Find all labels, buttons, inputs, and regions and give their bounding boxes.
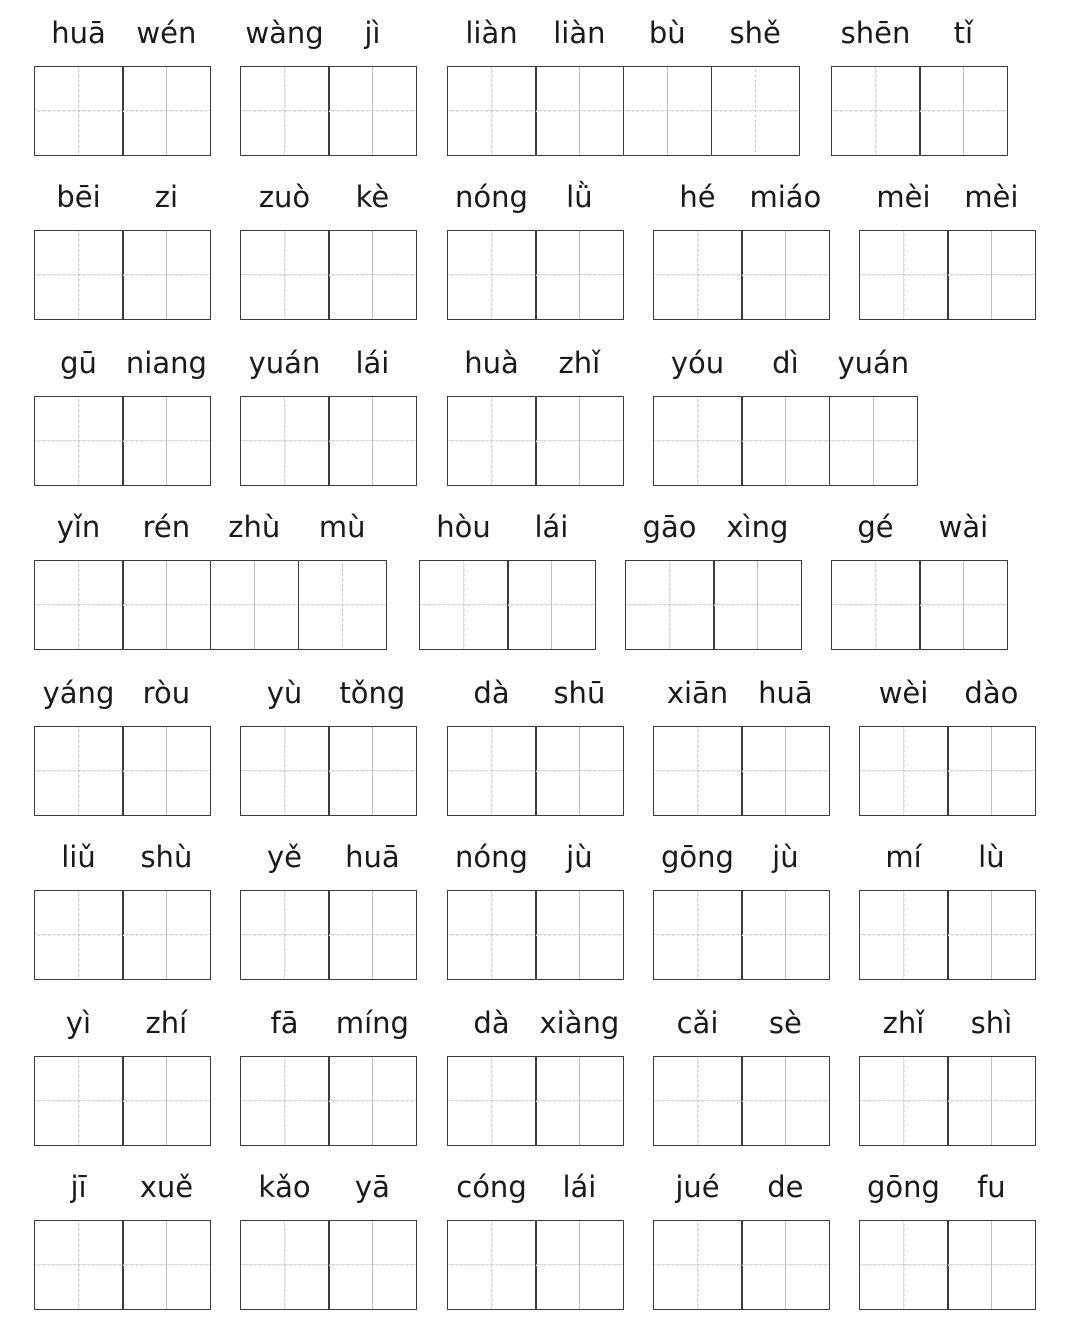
tianzige-writing-cell[interactable] [535, 726, 625, 816]
writing-cells [240, 230, 416, 319]
pinyin-syllable: zi [154, 180, 179, 214]
tianzige-writing-cell[interactable] [653, 726, 743, 816]
writing-cells [240, 1220, 416, 1309]
tianzige-writing-cell[interactable] [34, 890, 124, 980]
tianzige-writing-cell[interactable] [653, 890, 743, 980]
tianzige-writing-cell[interactable] [947, 230, 1037, 320]
tianzige-writing-cell[interactable] [34, 66, 124, 156]
pinyin-syllable: liǔ [61, 840, 96, 874]
pinyin-syllable: mèi [876, 180, 931, 214]
tianzige-writing-cell[interactable] [447, 396, 537, 486]
writing-cells [447, 230, 623, 319]
tianzige-writing-cell[interactable] [859, 890, 949, 980]
pinyin-syllable: fā [270, 1006, 299, 1040]
pinyin-syllable: niang [125, 346, 207, 380]
writing-cells [34, 890, 210, 979]
pinyin-syllable: yáng [42, 676, 115, 710]
tianzige-writing-cell[interactable] [298, 560, 388, 650]
tianzige-writing-cell[interactable] [34, 560, 124, 650]
tianzige-writing-cell[interactable] [447, 66, 537, 156]
pinyin-syllable: lái [562, 1170, 597, 1204]
writing-cells [859, 890, 1035, 979]
tianzige-writing-cell[interactable] [947, 1220, 1037, 1310]
tianzige-writing-cell[interactable] [328, 890, 418, 980]
writing-cells [447, 890, 623, 979]
tianzige-writing-cell[interactable] [419, 560, 509, 650]
tianzige-writing-cell[interactable] [328, 1056, 418, 1146]
pinyin-syllable: sè [768, 1006, 802, 1040]
tianzige-writing-cell[interactable] [741, 1220, 831, 1310]
pinyin-syllable: zhǐ [882, 1006, 925, 1040]
writing-cells [447, 1056, 623, 1145]
tianzige-writing-cell[interactable] [653, 230, 743, 320]
tianzige-writing-cell[interactable] [447, 726, 537, 816]
tianzige-writing-cell[interactable] [328, 66, 418, 156]
pinyin-syllable: bēi [56, 180, 101, 214]
tianzige-writing-cell[interactable] [653, 1220, 743, 1310]
pinyin-syllable: liàn [553, 16, 606, 50]
pinyin-syllable: mù [318, 510, 366, 544]
tianzige-writing-cell[interactable] [328, 230, 418, 320]
tianzige-writing-cell[interactable] [210, 560, 300, 650]
tianzige-writing-cell[interactable] [122, 1056, 212, 1146]
tianzige-writing-cell[interactable] [653, 1056, 743, 1146]
pinyin-syllable: shū [553, 676, 606, 710]
pinyin-syllable: rén [142, 510, 191, 544]
tianzige-writing-cell[interactable] [122, 890, 212, 980]
writing-cells [447, 396, 623, 485]
pinyin-syllable: xiān [666, 676, 729, 710]
tianzige-writing-cell[interactable] [122, 396, 212, 486]
tianzige-writing-cell[interactable] [122, 230, 212, 320]
tianzige-writing-cell[interactable] [741, 890, 831, 980]
tianzige-writing-cell[interactable] [535, 396, 625, 486]
pinyin-syllable: nóng [455, 840, 528, 874]
tianzige-writing-cell[interactable] [328, 396, 418, 486]
pinyin-syllable: tǒng [339, 676, 406, 710]
pinyin-syllable: dào [964, 676, 1019, 710]
pinyin-syllable: míng [335, 1006, 409, 1040]
pinyin-syllable: yì [65, 1006, 92, 1040]
pinyin-syllable: jù [566, 840, 593, 874]
tianzige-writing-cell[interactable] [328, 726, 418, 816]
pinyin-syllable: yǐn [56, 510, 101, 544]
writing-cells [34, 66, 210, 155]
tianzige-writing-cell[interactable] [535, 66, 625, 156]
pinyin-syllable: jì [364, 16, 381, 50]
pinyin-syllable: hé [679, 180, 716, 214]
pinyin-syllable: fu [977, 1170, 1006, 1204]
pinyin-syllable: yóu [670, 346, 725, 380]
tianzige-writing-cell[interactable] [447, 230, 537, 320]
tianzige-writing-cell[interactable] [625, 560, 715, 650]
writing-cells [34, 560, 386, 649]
writing-cells [653, 890, 829, 979]
tianzige-writing-cell[interactable] [240, 890, 330, 980]
writing-cells [859, 1220, 1035, 1309]
pinyin-syllable: zhù [228, 510, 281, 544]
pinyin-syllable: lái [355, 346, 390, 380]
writing-cells [240, 1056, 416, 1145]
pinyin-syllable: liàn [465, 16, 518, 50]
pinyin-syllable: lù [978, 840, 1005, 874]
tianzige-writing-cell[interactable] [447, 890, 537, 980]
tianzige-writing-cell[interactable] [34, 726, 124, 816]
pinyin-syllable: wàng [245, 16, 324, 50]
pinyin-syllable: bù [648, 16, 686, 50]
pinyin-syllable: mí [885, 840, 922, 874]
writing-cells [653, 1056, 829, 1145]
pinyin-syllable: yuán [837, 346, 910, 380]
tianzige-writing-cell[interactable] [535, 1056, 625, 1146]
pinyin-syllable: zhí [145, 1006, 188, 1040]
tianzige-writing-cell[interactable] [328, 1220, 418, 1310]
tianzige-writing-cell[interactable] [34, 1056, 124, 1146]
tianzige-writing-cell[interactable] [34, 1220, 124, 1310]
pinyin-syllable: mèi [964, 180, 1019, 214]
pinyin-syllable: de [767, 1170, 804, 1204]
writing-cells [653, 726, 829, 815]
pinyin-syllable: huā [51, 16, 106, 50]
pinyin-syllable: jué [675, 1170, 720, 1204]
pinyin-syllable: ròu [142, 676, 191, 710]
pinyin-syllable: shì [970, 1006, 1013, 1040]
pinyin-syllable: yuán [248, 346, 321, 380]
writing-cells [34, 1220, 210, 1309]
pinyin-syllable: cóng [456, 1170, 527, 1204]
writing-cells [240, 66, 416, 155]
tianzige-writing-cell[interactable] [947, 890, 1037, 980]
writing-cells [447, 726, 623, 815]
tianzige-writing-cell[interactable] [859, 230, 949, 320]
pinyin-syllable: hòu [436, 510, 491, 544]
pinyin-syllable: tǐ [953, 16, 974, 50]
writing-cells [859, 230, 1035, 319]
writing-cells [653, 1220, 829, 1309]
pinyin-syllable: jī [70, 1170, 87, 1204]
pinyin-syllable: huā [345, 840, 400, 874]
writing-cells [831, 66, 1007, 155]
pinyin-syllable: xuě [139, 1170, 194, 1204]
tianzige-writing-cell[interactable] [711, 66, 801, 156]
writing-cells [653, 396, 917, 485]
tianzige-writing-cell[interactable] [831, 560, 921, 650]
tianzige-writing-cell[interactable] [535, 1220, 625, 1310]
tianzige-writing-cell[interactable] [653, 396, 743, 486]
tianzige-writing-cell[interactable] [947, 726, 1037, 816]
tianzige-writing-cell[interactable] [859, 726, 949, 816]
tianzige-writing-cell[interactable] [535, 230, 625, 320]
writing-cells [419, 560, 595, 649]
tianzige-writing-cell[interactable] [829, 396, 919, 486]
pinyin-syllable: nóng [455, 180, 528, 214]
tianzige-writing-cell[interactable] [240, 1056, 330, 1146]
tianzige-writing-cell[interactable] [741, 230, 831, 320]
tianzige-writing-cell[interactable] [447, 1220, 537, 1310]
pinyin-syllable: zhǐ [558, 346, 601, 380]
pinyin-syllable: lǜ [566, 180, 593, 214]
pinyin-syllable: zuò [258, 180, 311, 214]
writing-cells [831, 560, 1007, 649]
tianzige-writing-cell[interactable] [859, 1056, 949, 1146]
tianzige-writing-cell[interactable] [122, 560, 212, 650]
pinyin-syllable: lái [534, 510, 569, 544]
writing-cells [859, 1056, 1035, 1145]
writing-cells [447, 66, 799, 155]
pinyin-syllable: huà [464, 346, 519, 380]
tianzige-writing-cell[interactable] [919, 66, 1009, 156]
tianzige-writing-cell[interactable] [240, 396, 330, 486]
writing-cells [240, 726, 416, 815]
tianzige-writing-cell[interactable] [507, 560, 597, 650]
pinyin-syllable: shě [729, 16, 781, 50]
tianzige-writing-cell[interactable] [623, 66, 713, 156]
pinyin-syllable: miáo [749, 180, 822, 214]
tianzige-writing-cell[interactable] [741, 396, 831, 486]
tianzige-writing-cell[interactable] [240, 66, 330, 156]
pinyin-syllable: xìng [726, 510, 789, 544]
tianzige-writing-cell[interactable] [713, 560, 803, 650]
pinyin-syllable: yù [266, 676, 303, 710]
pinyin-syllable: kǎo [258, 1170, 311, 1204]
tianzige-writing-cell[interactable] [831, 66, 921, 156]
tianzige-writing-cell[interactable] [34, 396, 124, 486]
pinyin-syllable: wèi [878, 676, 929, 710]
writing-cells [859, 726, 1035, 815]
writing-cells [240, 396, 416, 485]
pinyin-syllable: cǎi [676, 1006, 719, 1040]
writing-cells [34, 726, 210, 815]
tianzige-writing-cell[interactable] [122, 1220, 212, 1310]
pinyin-syllable: huā [758, 676, 813, 710]
pinyin-syllable: wén [136, 16, 197, 50]
tianzige-writing-cell[interactable] [859, 1220, 949, 1310]
pinyin-syllable: gé [857, 510, 894, 544]
pinyin-syllable: gōng [661, 840, 734, 874]
pinyin-syllable: dà [473, 1006, 510, 1040]
tianzige-writing-cell[interactable] [535, 890, 625, 980]
writing-cells [34, 1056, 210, 1145]
writing-cells [653, 230, 829, 319]
tianzige-writing-cell[interactable] [34, 230, 124, 320]
writing-cells [240, 890, 416, 979]
writing-cells [34, 396, 210, 485]
pinyin-syllable: kè [355, 180, 390, 214]
tianzige-writing-cell[interactable] [947, 1056, 1037, 1146]
tianzige-writing-cell[interactable] [240, 230, 330, 320]
pinyin-syllable: xiàng [539, 1006, 620, 1040]
writing-cells [447, 1220, 623, 1309]
tianzige-writing-cell[interactable] [122, 726, 212, 816]
pinyin-syllable: wài [938, 510, 989, 544]
writing-cells [34, 230, 210, 319]
pinyin-syllable: dà [473, 676, 510, 710]
tianzige-writing-cell[interactable] [240, 1220, 330, 1310]
pinyin-syllable: yě [266, 840, 302, 874]
tianzige-writing-cell[interactable] [741, 726, 831, 816]
pinyin-syllable: jù [772, 840, 799, 874]
writing-cells [625, 560, 801, 649]
pinyin-syllable: yā [354, 1170, 390, 1204]
pinyin-syllable: gōng [867, 1170, 940, 1204]
pinyin-syllable: shēn [840, 16, 911, 50]
tianzige-writing-cell[interactable] [122, 66, 212, 156]
tianzige-writing-cell[interactable] [240, 726, 330, 816]
pinyin-syllable: shù [140, 840, 193, 874]
tianzige-writing-cell[interactable] [741, 1056, 831, 1146]
tianzige-writing-cell[interactable] [919, 560, 1009, 650]
pinyin-syllable: gū [60, 346, 97, 380]
pinyin-syllable: dì [772, 346, 799, 380]
tianzige-writing-cell[interactable] [447, 1056, 537, 1146]
pinyin-syllable: gāo [642, 510, 697, 544]
